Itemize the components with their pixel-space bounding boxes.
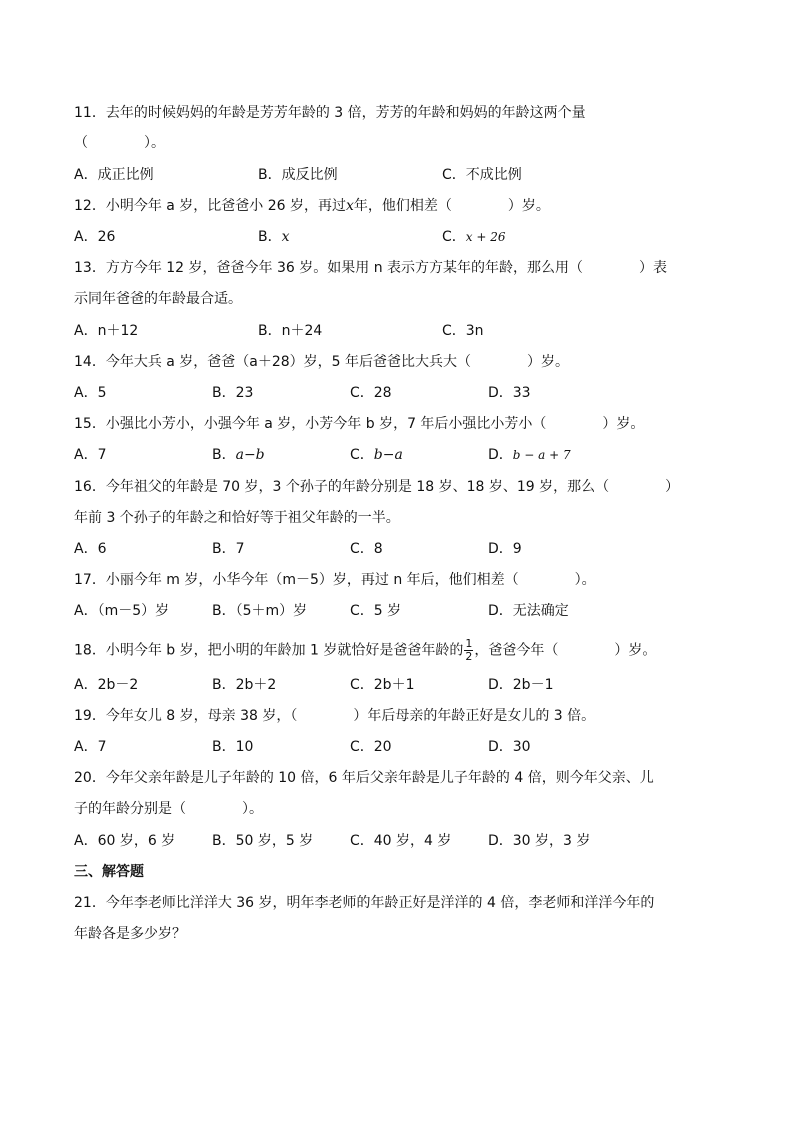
fraction-one-half: $\frac{1}{2}$	[465, 637, 473, 663]
option-b[interactable]: B．10	[212, 739, 254, 755]
variable-x: x	[346, 198, 354, 214]
option-b[interactable]: B．23	[212, 385, 254, 401]
option-a[interactable]: A．（m－5）岁	[74, 603, 170, 619]
option-b[interactable]: B．x	[258, 229, 290, 245]
option-c[interactable]: C．20	[350, 739, 392, 755]
option-d[interactable]: D．9	[488, 541, 522, 557]
option-a[interactable]: A．成正比例	[74, 167, 154, 183]
option-b[interactable]: B．7	[212, 541, 245, 557]
option-b[interactable]: B．（5＋m）岁	[212, 603, 308, 619]
option-d[interactable]: D．33	[488, 385, 531, 401]
option-d[interactable]: D．无法确定	[488, 603, 569, 619]
option-c[interactable]: C．不成比例	[442, 167, 522, 183]
question-14-text: 14．今年大兵 a 岁，爸爸（a＋28）岁，5 年后爸爸比大兵大（ ）岁。	[74, 354, 570, 370]
option-a[interactable]: A．2b－2	[74, 677, 139, 693]
option-c[interactable]: C．b−a	[350, 447, 403, 463]
question-16-text: 16．今年祖父的年龄是 70 岁，3 个孙子的年龄分别是 18 岁、18 岁、19 岁，那么（ ）	[74, 479, 680, 495]
option-c[interactable]: C．3n	[442, 323, 484, 339]
question-21-text: 21．今年李老师比洋洋大 36 岁，明年李老师的年龄正好是洋洋的 4 倍，李老师和洋洋今年的	[74, 895, 655, 911]
option-a[interactable]: A．26	[74, 229, 116, 245]
option-b[interactable]: B．n＋24	[258, 323, 323, 339]
question-19-text: 19．今年女儿 8 岁，母亲 38 岁，（ ）年后母亲的年龄正好是女儿的 3 倍。	[74, 708, 596, 724]
option-c[interactable]: C．x + 26	[442, 229, 506, 245]
option-a[interactable]: A．5	[74, 385, 107, 401]
option-d[interactable]: D．30	[488, 739, 531, 755]
question-16-text-cont: 年前 3 个孙子的年龄之和恰好等于祖父年龄的一半。	[74, 510, 400, 526]
option-c[interactable]: C．8	[350, 541, 383, 557]
option-a[interactable]: A．n＋12	[74, 323, 139, 339]
option-b[interactable]: B．a−b	[212, 447, 265, 463]
option-b[interactable]: B．50 岁，5 岁	[212, 833, 314, 849]
question-18-text: 18．小明今年 b 岁，把小明的年龄加 1 岁就恰好是爸爸年龄的 $\frac{1}{2}$ ，爸爸今年（ ）岁。	[74, 637, 657, 663]
question-12-text: 12．小明今年 a 岁，比爸爸小 26 岁，再过x年，他们相差（ ）岁。	[74, 198, 550, 214]
question-11-text: 11．去年的时候妈妈的年龄是芳芳年龄的 3 倍，芳芳的年龄和妈妈的年龄这两个量	[74, 105, 586, 121]
option-a[interactable]: A．60 岁，6 岁	[74, 833, 176, 849]
option-b[interactable]: B．成反比例	[258, 167, 338, 183]
question-11-text-cont: （ ）。	[74, 135, 165, 151]
option-b[interactable]: B．2b＋2	[212, 677, 277, 693]
option-c[interactable]: C．28	[350, 385, 392, 401]
option-a[interactable]: A．7	[74, 739, 107, 755]
option-c[interactable]: C．2b＋1	[350, 677, 415, 693]
option-c[interactable]: C．5 岁	[350, 603, 402, 619]
option-d[interactable]: D．b − a + 7	[488, 447, 571, 463]
question-13-text: 13．方方今年 12 岁，爸爸今年 36 岁。如果用 n 表示方方某年的年龄，那么用（ ）表	[74, 260, 668, 276]
question-13-text-cont: 示同年爸爸的年龄最合适。	[74, 291, 242, 307]
option-c[interactable]: C．40 岁，4 岁	[350, 833, 452, 849]
question-21-text-cont: 年龄各是多少岁？	[74, 926, 186, 942]
option-d[interactable]: D．30 岁，3 岁	[488, 833, 591, 849]
option-d[interactable]: D．2b－1	[488, 677, 554, 693]
question-15-text: 15．小强比小芳小，小强今年 a 岁，小芳今年 b 岁，7 年后小强比小芳小（ ）岁。	[74, 416, 645, 432]
option-a[interactable]: A．7	[74, 447, 107, 463]
question-20-text: 20．今年父亲年龄是儿子年龄的 10 倍，6 年后父亲年龄是儿子年龄的 4 倍，则今年父亲、儿	[74, 770, 654, 786]
question-17-text: 17．小丽今年 m 岁，小华今年（m－5）岁，再过 n 年后，他们相差（ ）。	[74, 572, 596, 588]
section-title: 三、解答题	[74, 864, 144, 880]
option-a[interactable]: A．6	[74, 541, 107, 557]
question-20-text-cont: 子的年龄分别是（ ）。	[74, 801, 263, 817]
